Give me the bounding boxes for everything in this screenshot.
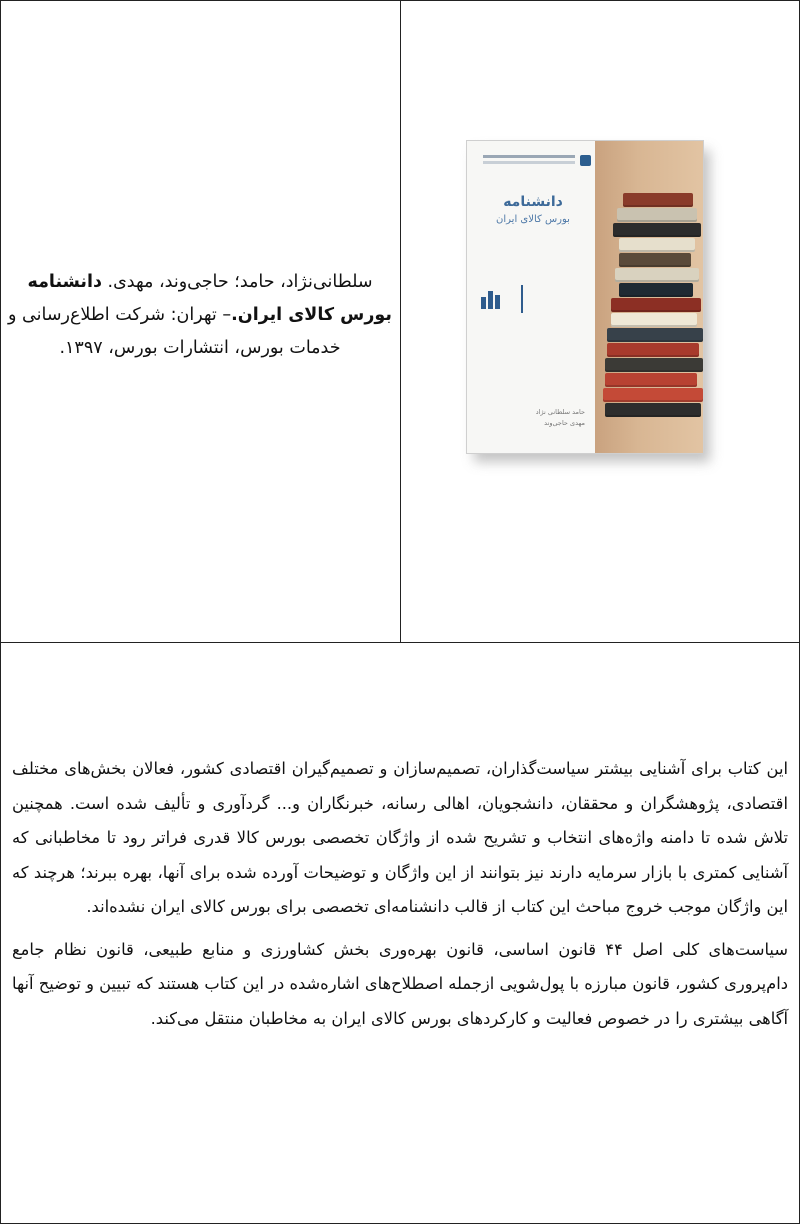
description-paragraph: سیاست‌های کلی اصل ۴۴ قانون اساسی، قانون بهره‌وری بخش کشاورزی و منابع طبیعی، قانون نظام جامع دام‌پروری کشور، قانون مبارزه با پول‌شویی ازجمله اصطلاح‌های اشاره‌شده در این کتاب هستند که تبیین و توضیح آنها آگاهی بیشتری را در خصوص فعالیت و کارکردهای بورس کالای ایران به مخاطبان منتقل می‌کند. xyxy=(12,939,788,1028)
publisher-mark-icon xyxy=(477,281,507,317)
description-paragraph: این کتاب برای آشنایی بیشتر سیاست‌گذاران، تصمیم‌سازان و تصمیم‌گیران اقتصادی کشور، فعالان بخش‌های مختلف اقتصادی، پژوهشگران و محققان، دانشجویان، اهالی رسانه، خبرنگاران و... گردآوری و تألیف شده است. همچنین تلاش شده تا دامنه واژه‌های انتخاب و تشریح شده از واژگان تخصصی بورس کالا قدری فراتر رود تا مخاطبانی که آشنایی کمتری با بازار سرمایه دارند نیز بتوانند از این واژگان و توضیحات آورده شده برای آنها، بهره ببرند؛ هرچند که این واژگان موجب خروج مباحث این کتاب از قالب دانشنامه‌ای تخصصی برای بورس کالای ایران نشده‌اند. xyxy=(12,759,788,916)
cover-series-line xyxy=(483,155,575,158)
book-description xyxy=(12,752,788,1036)
cover-authors xyxy=(495,407,585,429)
cover-series-line xyxy=(483,161,575,164)
cover-title: دانشنامه xyxy=(503,194,563,210)
book-stack-photo xyxy=(595,141,703,453)
citation-title: دانشنامه بورس کالای ایران. xyxy=(27,272,392,325)
vertical-divider xyxy=(400,0,401,642)
book-cover xyxy=(466,140,704,454)
bibliographic-citation xyxy=(8,266,392,365)
cover-divider xyxy=(521,285,523,313)
cover-author: حامد سلطانی نژاد xyxy=(535,408,585,416)
citation-publisher: – تهران: شرکت اطلاع‌رسانی و خدمات بورس، انتشارات بورس، ۱۳۹۷. xyxy=(8,305,341,358)
citation-authors: سلطانی‌نژاد، حامد؛ حاجی‌وند، مهدی. xyxy=(101,272,373,292)
horizontal-divider xyxy=(0,642,800,643)
book-cover-image xyxy=(466,140,702,452)
publisher-logo-icon xyxy=(580,155,591,166)
cover-subtitle: بورس کالای ایران xyxy=(496,214,570,225)
cover-author: مهدی حاجی‌وند xyxy=(544,419,585,427)
